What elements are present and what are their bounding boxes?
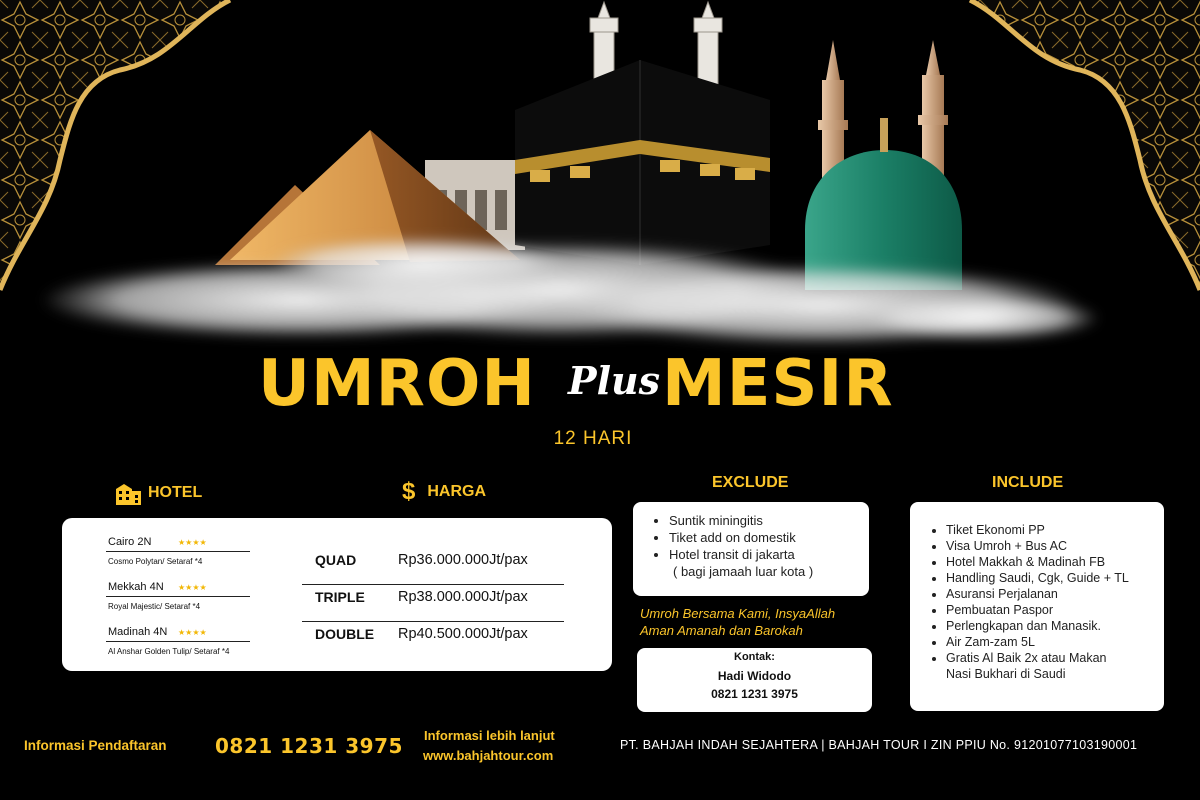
list-item: • Pembuatan Paspor <box>946 602 1129 618</box>
list-item: • Asuransi Perjalanan <box>946 586 1129 602</box>
building-icon <box>114 481 142 505</box>
room-type: DOUBLE <box>315 626 375 642</box>
list-item-note: ( bagi jamaah luar kota ) <box>673 564 814 579</box>
contact-phone[interactable]: 0821 1231 3975 <box>711 687 798 701</box>
list-item: • Visa Umroh + Bus AC <box>946 538 1129 554</box>
contact-label: Kontak: <box>734 651 775 663</box>
price-row <box>302 585 564 622</box>
star-rating-icon: ★★★★ <box>178 538 207 547</box>
title-umroh: UMROH <box>258 347 536 421</box>
star-rating-icon: ★★★★ <box>178 628 207 637</box>
room-price: Rp38.000.000Jt/pax <box>398 589 528 605</box>
list-item: Nasi Bukhari di Saudi <box>946 667 1066 681</box>
footer-info-label: Informasi Pendaftaran <box>24 738 167 753</box>
list-item: • Hotel Makkah & Madinah FB <box>946 554 1129 570</box>
title-plus: Plus <box>568 358 661 403</box>
tagline-line: Aman Amanah dan Barokah <box>640 623 803 638</box>
list-item: • Tiket Ekonomi PP <box>946 522 1129 538</box>
list-item: • Handling Saudi, Cgk, Guide + TL <box>946 570 1129 586</box>
list-item: • Tiket add on domestik <box>669 529 813 546</box>
divider <box>106 551 250 552</box>
include-card <box>910 502 1164 711</box>
room-type: TRIPLE <box>315 589 365 605</box>
price-row <box>302 548 564 585</box>
exclude-heading: EXCLUDE <box>712 474 789 491</box>
title-mesir: MESIR <box>662 347 894 421</box>
divider <box>106 641 250 642</box>
hotel-list <box>106 536 316 671</box>
landmarks-illustration <box>0 0 1200 360</box>
include-heading: INCLUDE <box>992 474 1064 491</box>
list-item: • Air Zam-zam 5L <box>946 634 1129 650</box>
list-item: • Hotel transit di jakarta <box>669 546 813 563</box>
room-price: Rp40.500.000Jt/pax <box>398 626 528 642</box>
duration-label: 12 HARI <box>553 428 633 449</box>
hotel-desc: Al Anshar Golden Tulip/ Setaraf *4 <box>108 647 230 656</box>
dollar-icon: $ <box>402 478 416 505</box>
hotel-price-card <box>62 518 612 671</box>
hotel-city: Cairo 2N <box>108 536 152 548</box>
harga-heading-label: HARGA <box>427 483 487 500</box>
footer-company: PT. BAHJAH INDAH SEJAHTERA | BAHJAH TOUR I ZIN PPIU No. 91201077103190001 <box>620 738 1138 752</box>
include-list <box>946 522 1129 682</box>
hotel-desc: Cosmo Polytan/ Setaraf *4 <box>108 557 203 566</box>
footer-phone[interactable]: 0821 1231 3975 <box>215 734 403 758</box>
price-table <box>302 548 564 659</box>
hotel-city: Madinah 4N <box>108 626 168 638</box>
tagline-line: Umroh Bersama Kami, InsyaAllah <box>640 606 836 621</box>
room-price: Rp36.000.000Jt/pax <box>398 552 528 568</box>
hotel-heading <box>114 481 202 505</box>
list-item: • Gratis Al Baik 2x atau Makan <box>946 650 1129 666</box>
harga-heading <box>402 480 486 504</box>
exclude-list <box>669 512 813 580</box>
footer-more-info: Informasi lebih lanjut <box>424 728 555 743</box>
contact-name: Hadi Widodo <box>717 669 792 683</box>
exclude-card <box>633 502 869 596</box>
price-row <box>302 622 564 659</box>
list-item: • Suntik miningitis <box>669 512 813 529</box>
hotel-item <box>106 536 316 581</box>
hotel-heading-label: HOTEL <box>148 484 203 501</box>
tagline <box>640 605 835 639</box>
contact-card <box>637 648 872 712</box>
list-item: • Perlengkapan dan Manasik. <box>946 618 1129 634</box>
divider <box>106 596 250 597</box>
hotel-item <box>106 626 316 671</box>
footer-website-link[interactable]: www.bahjahtour.com <box>423 748 554 763</box>
hotel-desc: Royal Majestic/ Setaraf *4 <box>108 602 201 611</box>
room-type: QUAD <box>315 552 357 568</box>
hotel-city: Mekkah 4N <box>108 581 164 593</box>
star-rating-icon: ★★★★ <box>178 583 207 592</box>
hotel-item <box>106 581 316 626</box>
